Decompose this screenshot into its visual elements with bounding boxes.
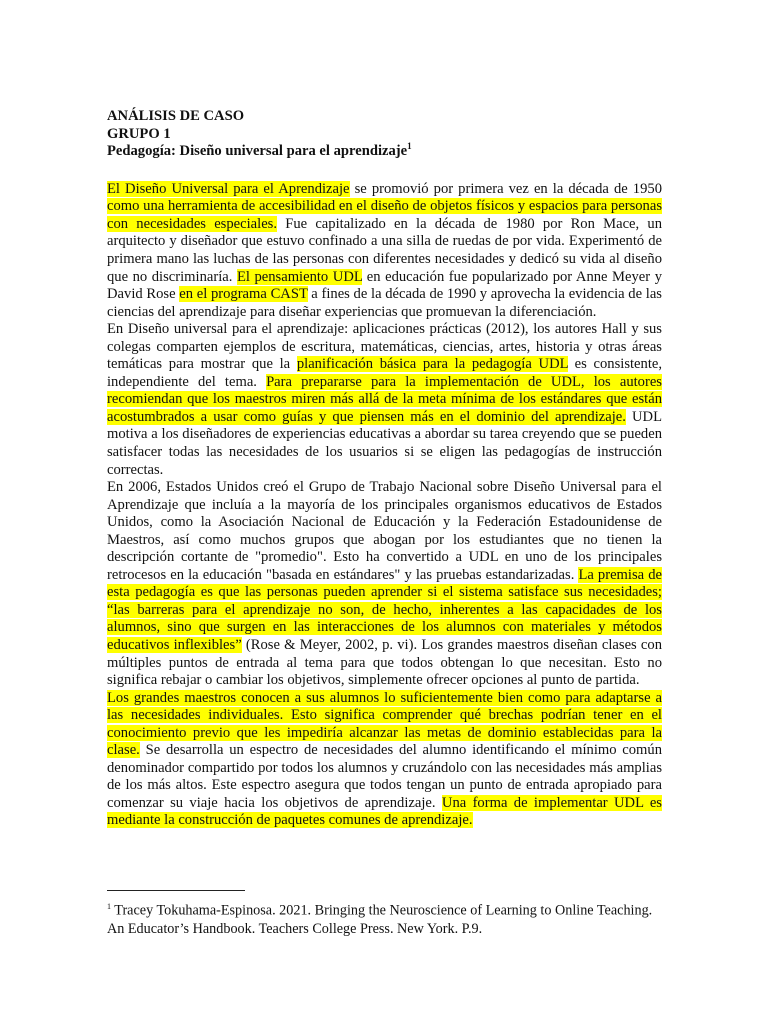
footnote-reference: 1 <box>407 141 412 152</box>
highlighted-text: Los grandes maestros conocen a sus alumnos lo suficientemente bien como para adaptarse a las necesidades individuales. Esto significa comprender qué brechas podrían tener en el conocimiento previo que les impediría alcanzar las metas de dominio establecidas para la clase. <box>107 689 662 759</box>
highlighted-text: en el programa CAST <box>179 286 308 303</box>
heading-line-topic <box>107 143 662 161</box>
paragraph-text: Se desarrolla un espectro de necesidades del alumno identificando el mínimo común denominador compartido por todos los alumnos y cruzándolo con las necesidades más amplias de los más altos. Este espectro asegura que todos tengan un punto de entrada apropiado para comenzar su viaje hacia los objetivos de aprendizaje. <box>107 742 662 811</box>
paragraph-text: en educación fue popularizado por Anne Meyer y David Rose <box>107 268 662 303</box>
paragraph-text: (Rose & Meyer, 2002, p. vi). Los grandes maestros diseñan clases con múltiples puntos de entrada al tema para que todos obtengan lo que necesitan. Esto no significa rebajar o cambiar los objetivos, simplemente ofrecer opciones al punto de partida. <box>107 637 663 689</box>
paragraph-text: Fue capitalizado en la década de 1980 por Ron Mace, un arquitecto y diseñador que estuvo confinado a una silla de ruedas de por vida. Experimentó de primera mano las luchas de las personas con diferentes necesidades y dedicó su vida al diseño que no discriminaría. <box>107 215 662 285</box>
topic-title: Pedagogía: Diseño universal para el aprendizaje <box>107 143 408 160</box>
highlighted-text: planificación básica para la pedagogía UDL <box>296 356 568 373</box>
paragraph-4 <box>107 690 662 830</box>
heading-line-analysis: ANÁLISIS DE CASO <box>107 108 245 124</box>
heading-line-group: GRUPO 1 <box>107 125 171 142</box>
paragraph-text: En Diseño universal para el aprendizaje: aplicaciones prácticas (2012), los autores Hall y sus colegas comparten ejemplos de escritura, matemáticas, ciencias, artes, historia y otras áreas temáticas para mostrar que la <box>107 321 662 373</box>
footnote-divider <box>107 890 245 891</box>
highlighted-text: Para prepararse para la implementación de UDL, los autores recomiendan que los maestros miren más allá de la meta mínima de los estándares que están acostumbrados a usar como guías y que piensen más en el dominio del aprendizaje. <box>107 373 662 425</box>
document-page <box>107 108 662 830</box>
body-text <box>107 181 662 830</box>
highlighted-text: El Diseño Universal para el Aprendizaje <box>107 180 350 197</box>
paragraph-3 <box>107 479 662 690</box>
paragraph-1 <box>107 181 662 321</box>
footnote <box>107 898 662 939</box>
paragraph-2 <box>107 321 662 479</box>
highlighted-text: Una forma de implementar UDL es mediante la construcción de paquetes comunes de aprendizaje. <box>107 794 662 829</box>
footnote-marker: 1 <box>107 902 111 911</box>
paragraph-text: UDL motiva a los diseñadores de experiencias educativas a abordar su tarea creyendo que se pueden satisfacer todas las necesidades de los usuarios si se eligen las pedagogías de instrucción correctas. <box>107 408 662 478</box>
highlighted-text: como una herramienta de accesibilidad en el diseño de objetos físicos y espacios para personas con necesidades especiales. <box>107 198 662 232</box>
paragraph-text: a fines de la década de 1990 y aprovecha la evidencia de las ciencias del aprendizaje para diseñar experiencias que promuevan la diferenciación. <box>107 286 662 320</box>
highlighted-text: El pensamiento UDL <box>236 268 363 285</box>
highlighted-text: La premisa de esta pedagogía es que las personas pueden aprender si el sistema satisface sus necesidades; “las barreras para el aprendizaje no son, de hecho, inherentes a las capacidades de los alumnos, sino que surgen en las interacciones de los alumnos con materiales y métodos educativos inflexibles” <box>107 566 662 653</box>
paragraph-text: En 2006, Estados Unidos creó el Grupo de Trabajo Nacional sobre Diseño Universal para el Aprendizaje que incluía a la mayoría de los principales organismos educativos de Estados Unidos, como la Asociación Nacional de Educación y la Federación Estadounidense de Maestros, así como muchos grupos que abogan por los estudiantes que no tienen la descripción cortante de "promedio". Esto ha convertido a UDL en uno de los principales retrocesos en la educación "basada en estándares" y las pruebas estandarizadas. <box>107 479 662 583</box>
case-heading <box>107 108 662 161</box>
paragraph-text: se promovió por primera vez en la década de 1950 <box>349 180 662 197</box>
footnote-text: Tracey Tokuhama-Espinosa. 2021. Bringing the Neuroscience of Learning to Online Teaching. An Educator’s Handbook. Teachers College Press. New York. P.9. <box>107 902 653 938</box>
paragraph-text: es consistente, independiente del tema. <box>107 356 663 390</box>
